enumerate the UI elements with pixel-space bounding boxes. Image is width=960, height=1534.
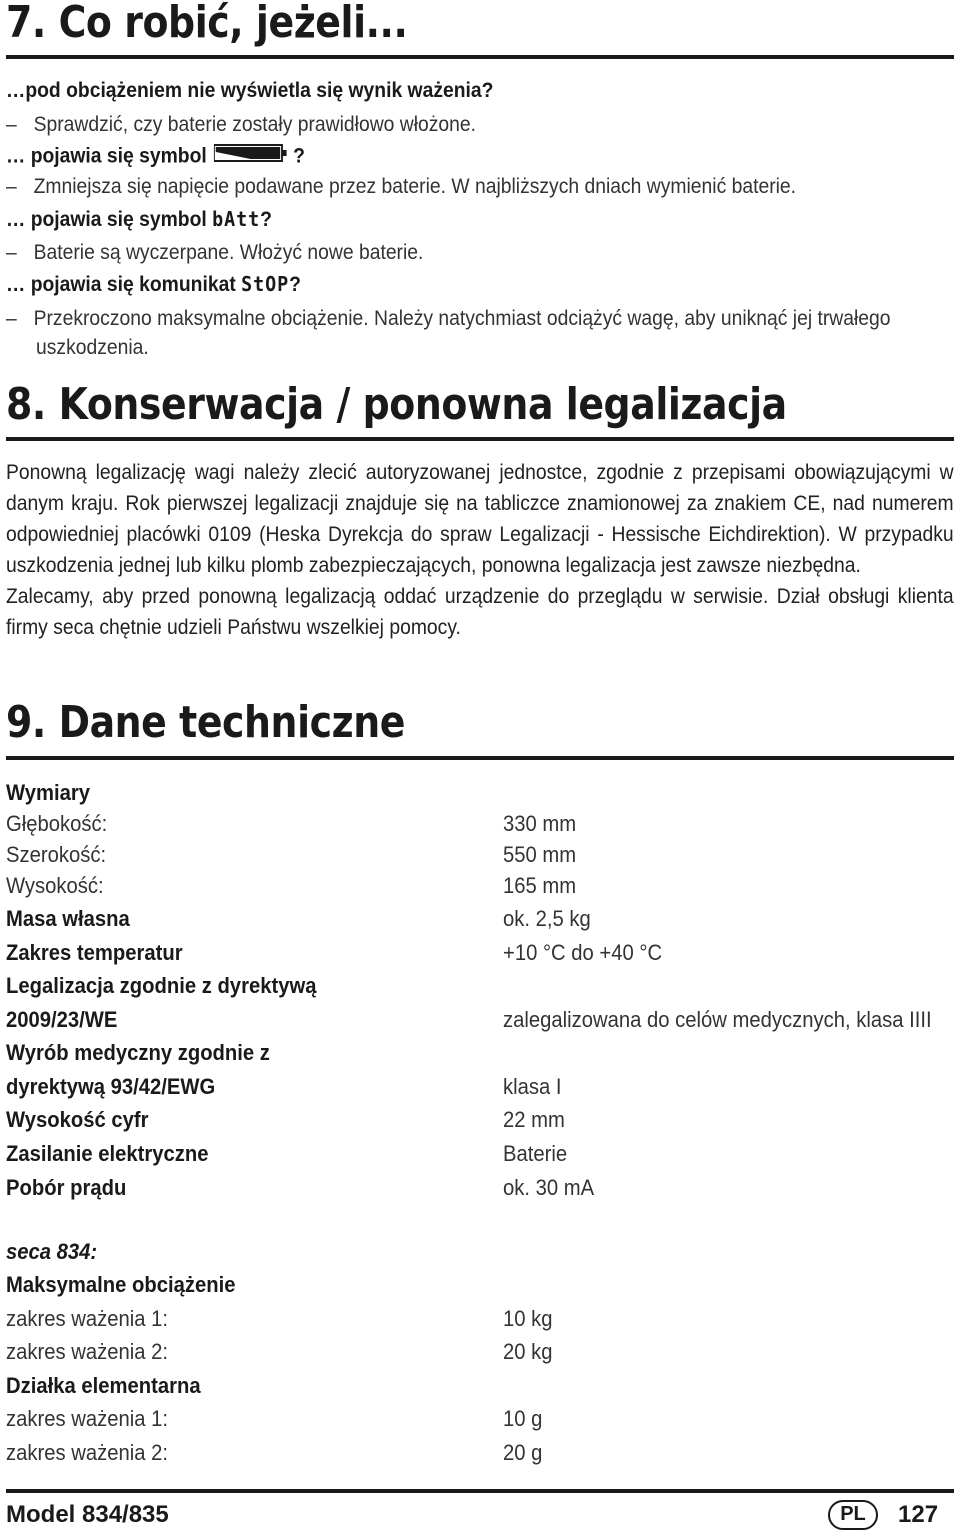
section-9-rule [6,756,954,760]
spec-row: Legalizacja zgodnie z dyrektywą [6,973,317,998]
stop-display-symbol: StOP [241,272,290,296]
spec-row: Szerokość: 550 mm [6,842,577,867]
maintenance-text [6,457,954,643]
spec-row: Maksymalne obciążenie [6,1272,236,1297]
answer-4: – Przekroczono maksymalne obciążenie. Należy natychmiast odciążyć wagę, aby uniknąć jej trwałego [6,307,891,330]
section-9-title: 9. Dane techniczne [6,697,405,748]
spec-row: zakres ważenia 2: 20 kg [6,1339,553,1364]
spec-row: zakres ważenia 2: 20 g [6,1440,543,1465]
spec-row: Głębokość: 330 mm [6,811,577,836]
question-3: … pojawia się symbol bAtt? [6,207,272,231]
section-8-rule [6,437,954,441]
language-badge: PL [828,1500,878,1530]
spec-row: Wysokość cyfr 22 mm [6,1107,565,1132]
spec-row: Wysokość: 165 mm [6,873,577,898]
spec-row: Zakres temperatur +10 °C do +40 °C [6,940,663,965]
question-4: … pojawia się komunikat StOP? [6,272,301,296]
answer-3: – Baterie są wyczerpane. Włożyć nowe baterie. [6,241,424,264]
spec-row: Wymiary [6,780,91,805]
section-7-rule [6,55,954,59]
section-8-title: 8. Konserwacja / ponowna legalizacja [6,379,787,430]
spec-row: Działka elementarna [6,1373,201,1398]
answer-4-continued: uszkodzenia. [36,336,149,359]
answer-2: – Zmniejsza się napięcie podawane przez baterie. W najbliższych dniach wymienić baterie. [6,175,797,198]
batt-display-symbol: bAtt [212,207,261,231]
question-1: …pod obciążeniem nie wyświetla się wynik ważenia? [6,79,494,102]
battery-low-icon [214,142,289,172]
maintenance-paragraph-2: Zalecamy, aby przed ponowną legalizacją oddać urządzenie do przeglądu w serwisie. Dział obsługi klienta firmy seca chętnie udzieli Państwu wszelkiej pomocy. [6,585,954,639]
spec-row: Pobór prądu ok. 30 mA [6,1175,595,1200]
footer-rule [6,1489,954,1493]
spec-row: dyrektywą 93/42/EWG klasa I [6,1074,562,1099]
answer-1: – Sprawdzić, czy baterie zostały prawidłowo włożone. [6,113,477,136]
maintenance-paragraph-1: Ponowną legalizację wagi należy zlecić autoryzowanej jednostce, zgodnie z przepisami obowiązującymi w danym kraju. Rok pierwszej legalizacji znajduje się na tabliczce znamionowej za znakiem CE, nad numerem odpowiedniej placówki 0109 (Heska Dyrekcja do spraw Legalizacji - Hessische Eichdirektion). W przypadku uszkodzenia jednej lub kilku plomb zabezpieczających, ponowna legalizacja jest zawsze niezbędna. [6,461,954,577]
question-2: … pojawia się symbol ? [6,142,305,172]
spec-row: Zasilanie elektryczne Baterie [6,1141,568,1166]
spec-row: 2009/23/WE zalegalizowana do celów medycznych, klasa IIII [6,1007,932,1032]
spec-row: Wyrób medyczny zgodnie z [6,1040,270,1065]
spec-row: Masa własna ok. 2,5 kg [6,906,591,931]
section-7-title: 7. Co robić, jeżeli... [6,0,408,48]
model-heading: seca 834: [6,1239,98,1264]
spec-row: zakres ważenia 1: 10 kg [6,1306,553,1331]
footer-model: Model 834/835 [6,1501,169,1528]
spec-row: zakres ważenia 1: 10 g [6,1406,543,1431]
page-number: 127 [898,1501,939,1528]
